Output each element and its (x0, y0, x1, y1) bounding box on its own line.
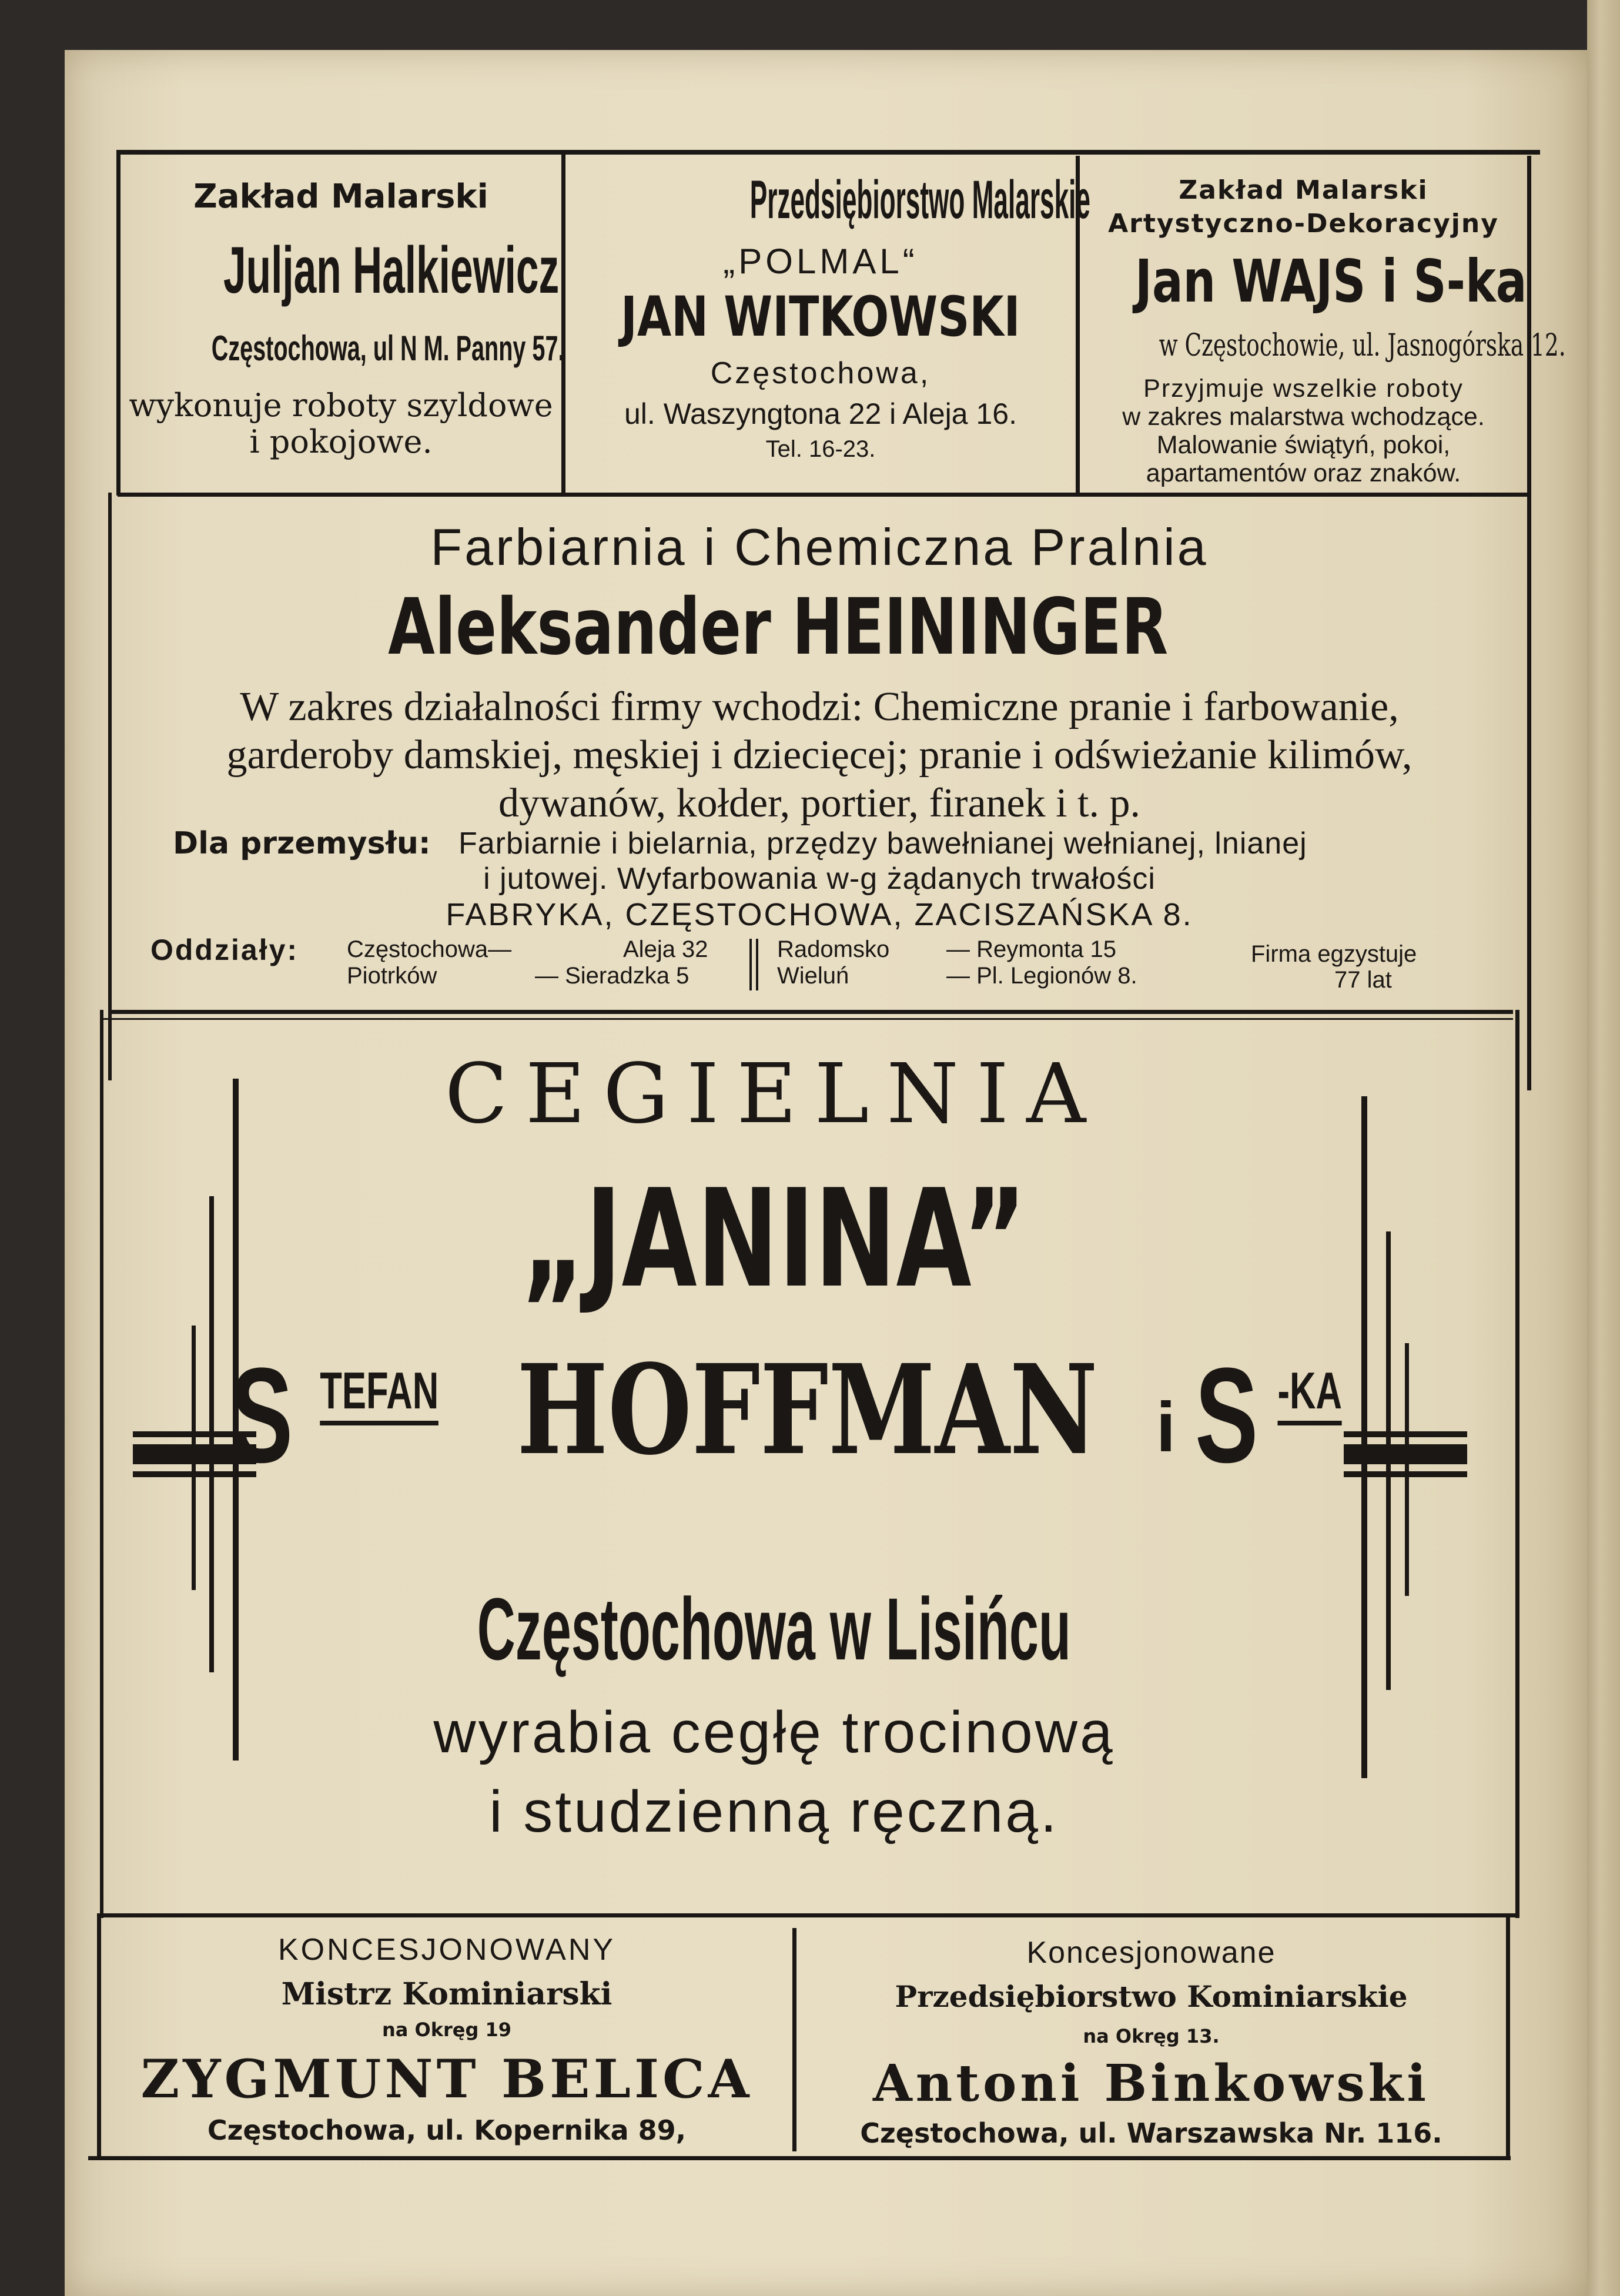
ad-name: Jan WAJS i S-ka (1135, 247, 1527, 316)
right-border-lower (1515, 1010, 1519, 1918)
ad-body-line3: dywanów, kołder, portier, firanek i t. p. (498, 781, 1141, 826)
scan-background-left (0, 0, 65, 2296)
ad-wajs (1080, 165, 1566, 494)
ad-body-line2: garderoby damskiej, męskiej i dziecięcej; pranie i odświeżanie kilimów, (226, 732, 1413, 778)
ad-heading-line2: Artystyczno-Dekoracyjny (1108, 209, 1499, 239)
ad-name: Antoni Binkowski (872, 2054, 1430, 2113)
ad-industry-label: Dla przemysłu: (173, 826, 431, 861)
ad-address: Częstochowa, ul N M. Panny 57. (211, 329, 565, 368)
branch-street: Aleja 32 (623, 936, 708, 962)
ad-district: na Okręg 19 (381, 2019, 512, 2041)
branch-divider (756, 939, 758, 990)
ad-address: ul. Waszyngtona 22 i Aleja 16. (624, 397, 1017, 430)
branch-divider (749, 939, 752, 990)
ad-exists-line1: Firma egzystuje (1251, 941, 1417, 967)
bottom-left-border (97, 1913, 101, 2160)
branch-city: Częstochowa— (347, 936, 512, 962)
ad-heading: CEGIELNIA (444, 1046, 1104, 1142)
owner-first-initial: S (230, 1340, 293, 1491)
ad-desc-line1: wyrabia cegłę trocinową (433, 1699, 1115, 1765)
owner-company-rest: -KA (1277, 1361, 1341, 1425)
ad-name: Juljan Halkiewicz (223, 233, 560, 307)
ad-name: JAN WITKOWSKI (621, 285, 1020, 349)
owner-company-initial: S (1195, 1340, 1258, 1491)
ad-location: Częstochowa w Lisińcu (477, 1579, 1072, 1678)
ad-address: w Częstochowie, ul. Jasnogórska 12. (1159, 328, 1566, 363)
bottom-divider (792, 1928, 796, 2151)
scan-background-top (0, 0, 1587, 50)
ad-industry-line1: Farbiarnie i bielarnia, przędzy bawełnianej wełnianej, lnianej (458, 826, 1307, 861)
ad-branches-label: Oddziały: (150, 933, 299, 966)
ad-binkowski (796, 1917, 1506, 2156)
owner-line (80, 1337, 1492, 1490)
next-page-edge (1587, 0, 1620, 2296)
owner-first-rest: TEFAN (320, 1361, 439, 1425)
bottom-border (88, 2156, 1511, 2160)
ad-halkiewicz (121, 165, 565, 494)
ad-desc-line4: apartamentów oraz znaków. (1146, 459, 1461, 487)
ad-address: Częstochowa, ul. Warszawska Nr. 116. (860, 2117, 1442, 2149)
ad-exists-line2: 77 lat (1334, 967, 1392, 993)
ad-name: ZYGMUNT BELICA (140, 2048, 753, 2110)
branch-city: Piotrków (347, 963, 437, 989)
ad-district: na Okręg 13. (1083, 2025, 1220, 2047)
ad-desc-line1: wykonuje roboty szyldowe (129, 387, 553, 424)
right-border (1527, 156, 1531, 1090)
ad-heading-line1: Zakład Malarski (1179, 175, 1428, 205)
owner-last: HOFFMAN (517, 1337, 1098, 1482)
divider-1 (561, 150, 565, 496)
ad-heininger (112, 497, 1527, 1010)
bottom-right-border (1506, 1913, 1510, 2160)
ad-address: Częstochowa, ul. Kopernika 89, (207, 2114, 687, 2146)
janina-bottom-border (100, 1913, 1519, 1917)
ad-body-line1: W zakres działalności firmy wchodzi: Chemiczne pranie i farbowanie, (240, 684, 1399, 729)
branch-city: Wieluń (777, 963, 849, 989)
ad-janina (103, 1020, 1515, 1913)
ad-industry-line2: i jutowej. Wyfarbowania w-g żądanych trwałości (483, 862, 1156, 896)
ad-city: Częstochowa, (710, 356, 931, 390)
branch-street: — Pl. Legionów 8. (946, 963, 1137, 989)
ad-desc-line2: i pokojowe. (249, 423, 433, 460)
ad-desc-line3: Malowanie świątyń, pokoi, (1156, 431, 1451, 459)
ad-desc-line2: i studzienną ręczną. (489, 1779, 1059, 1845)
ad-desc-line2: w zakres malarstwa wchodzące. (1122, 403, 1485, 431)
top-border (118, 150, 1540, 155)
ad-phone: Tel. 16-23. (765, 436, 876, 462)
ad-belica (101, 1917, 792, 2156)
branch-street: — Reymonta 15 (946, 936, 1117, 962)
ad-polmal (565, 165, 1090, 494)
ad-brand: „JANINA” (521, 1161, 1027, 1318)
ad-heading: KONCESJONOWANY (277, 1933, 616, 1967)
ad-desc-line1: Przyjmuje wszelkie roboty (1143, 374, 1464, 403)
ad-factory: FABRYKA, CZĘSTOCHOWA, ZACISZAŃSKA 8. (446, 897, 1193, 932)
ad-heading: Zakład Malarski (193, 178, 488, 216)
ad-brand: „POLMAL“ (723, 242, 918, 281)
ad-title: Mistrz Kominiarski (281, 1976, 612, 2012)
branch-street: — Sieradzka 5 (535, 963, 689, 989)
ad-heading: Koncesjonowane (1026, 1936, 1276, 1970)
ad-name: Aleksander HEININGER (388, 582, 1169, 672)
branch-city: Radomsko (777, 936, 890, 962)
heininger-bottom-border (108, 1010, 1513, 1014)
row1-left-border (116, 150, 121, 496)
owner-conj: i (1156, 1388, 1176, 1467)
ad-title: Przedsiębiorstwo Kominiarskie (895, 1979, 1408, 2014)
ad-heading: Farbiarnia i Chemiczna Pralnia (430, 518, 1209, 576)
ad-heading: Przedsiębiorstwo Malarskie (749, 170, 1090, 230)
